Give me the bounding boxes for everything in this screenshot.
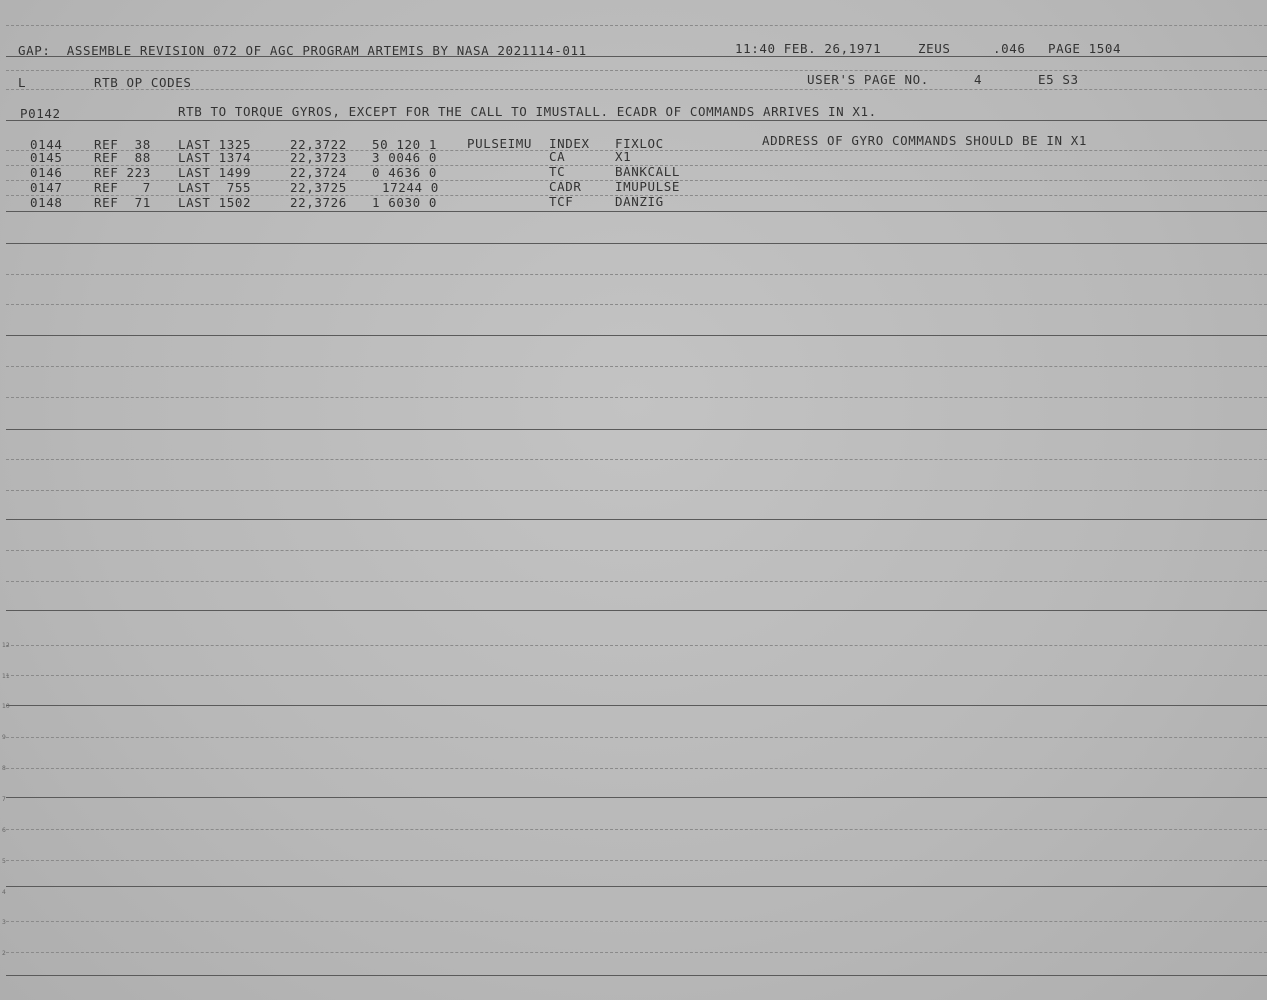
last-ref: LAST 1325 <box>178 137 252 152</box>
dashed-ruled-line <box>6 645 1267 646</box>
dashed-ruled-line <box>6 397 1267 398</box>
dashed-ruled-line <box>6 675 1267 676</box>
last-ref: LAST 1502 <box>178 195 252 210</box>
margin-number: 5 <box>2 858 6 865</box>
address: 22,3725 <box>290 180 347 195</box>
margin-number: 10 <box>2 703 10 710</box>
opcode: CADR <box>549 179 582 194</box>
ruled-line <box>6 975 1267 976</box>
opcode: CA <box>549 149 566 164</box>
comment-line-text: RTB TO TORQUE GYROS, EXCEPT FOR THE CALL TO IMUSTALL. ECADR OF COMMANDS ARRIVES IN X1. <box>178 104 877 119</box>
header-time-date: 11:40 FEB. 26,1971 <box>735 41 882 56</box>
last-ref: LAST 1374 <box>178 150 252 165</box>
label: PULSEIMU <box>467 136 533 151</box>
margin-number: 9 <box>2 734 6 741</box>
dashed-ruled-line <box>6 70 1267 71</box>
line-number: 0147 <box>30 180 63 195</box>
ruled-line <box>6 429 1267 430</box>
line-number: 0144 <box>30 137 63 152</box>
comment-line-id: P0142 <box>20 106 61 121</box>
dashed-ruled-line <box>6 768 1267 769</box>
margin-number: 12 <box>2 642 10 649</box>
ruled-line <box>6 705 1267 706</box>
dashed-ruled-line <box>6 860 1267 861</box>
address: 22,3726 <box>290 195 347 210</box>
opcode: TCF <box>549 194 574 209</box>
dashed-ruled-line <box>6 459 1267 460</box>
ref-count: REF 7 <box>94 180 151 195</box>
dashed-ruled-line <box>6 921 1267 922</box>
ruled-line <box>6 335 1267 336</box>
line-number: 0145 <box>30 150 63 165</box>
operand: DANZIG <box>615 194 664 209</box>
operand: FIXLOC <box>615 136 664 151</box>
margin-number: 3 <box>2 919 6 926</box>
subheader-prefix: L <box>18 75 27 90</box>
ruled-line <box>6 211 1267 212</box>
header-title: GAP: ASSEMBLE REVISION 072 OF AGC PROGRAM ARTEMIS BY NASA 2021114-011 <box>18 43 587 58</box>
header-page: PAGE 1504 <box>1048 41 1122 56</box>
ref-count: REF 223 <box>94 165 151 180</box>
octal-code: 3 0046 0 <box>372 150 438 165</box>
margin-number: 11 <box>2 673 10 680</box>
opcode: TC <box>549 164 566 179</box>
margin-number: 7 <box>2 796 6 803</box>
row-comment: ADDRESS OF GYRO COMMANDS SHOULD BE IN X1 <box>762 133 1088 148</box>
ruled-line <box>6 797 1267 798</box>
ref-count: REF 88 <box>94 150 151 165</box>
ruled-line <box>6 120 1267 121</box>
octal-code: 50 120 1 <box>372 137 438 152</box>
margin-number: 6 <box>2 827 6 834</box>
dashed-ruled-line <box>6 274 1267 275</box>
subheader-right-code: E5 S3 <box>1038 72 1079 87</box>
dashed-ruled-line <box>6 550 1267 551</box>
line-number: 0148 <box>30 195 63 210</box>
octal-code: 17244 0 <box>382 180 439 195</box>
ruled-line <box>6 519 1267 520</box>
address: 22,3724 <box>290 165 347 180</box>
dashed-ruled-line <box>6 304 1267 305</box>
octal-code: 1 6030 0 <box>372 195 438 210</box>
section-title: RTB OP CODES <box>94 75 192 90</box>
users-page-number: 4 <box>974 72 983 87</box>
dashed-ruled-line <box>6 829 1267 830</box>
margin-number: 4 <box>2 889 6 896</box>
dashed-ruled-line <box>6 737 1267 738</box>
octal-code: 0 4636 0 <box>372 165 438 180</box>
operand: BANKCALL <box>615 164 681 179</box>
ruled-line <box>6 610 1267 611</box>
address: 22,3723 <box>290 150 347 165</box>
dashed-ruled-line <box>6 490 1267 491</box>
header-code: .046 <box>993 41 1026 56</box>
operand: X1 <box>615 149 632 164</box>
ref-count: REF 71 <box>94 195 151 210</box>
ruled-line <box>6 886 1267 887</box>
dashed-ruled-line <box>6 952 1267 953</box>
last-ref: LAST 755 <box>178 180 252 195</box>
ruled-line <box>6 243 1267 244</box>
last-ref: LAST 1499 <box>178 165 252 180</box>
margin-number: 8 <box>2 765 6 772</box>
operand: IMUPULSE <box>615 179 681 194</box>
dashed-ruled-line <box>6 25 1267 26</box>
opcode: INDEX <box>549 136 590 151</box>
line-number: 0146 <box>30 165 63 180</box>
dashed-ruled-line <box>6 89 1267 90</box>
address: 22,3722 <box>290 137 347 152</box>
margin-number: 2 <box>2 950 6 957</box>
header-system: ZEUS <box>918 41 951 56</box>
users-page-label: USER'S PAGE NO. <box>807 72 929 87</box>
ref-count: REF 38 <box>94 137 151 152</box>
dashed-ruled-line <box>6 581 1267 582</box>
dashed-ruled-line <box>6 366 1267 367</box>
